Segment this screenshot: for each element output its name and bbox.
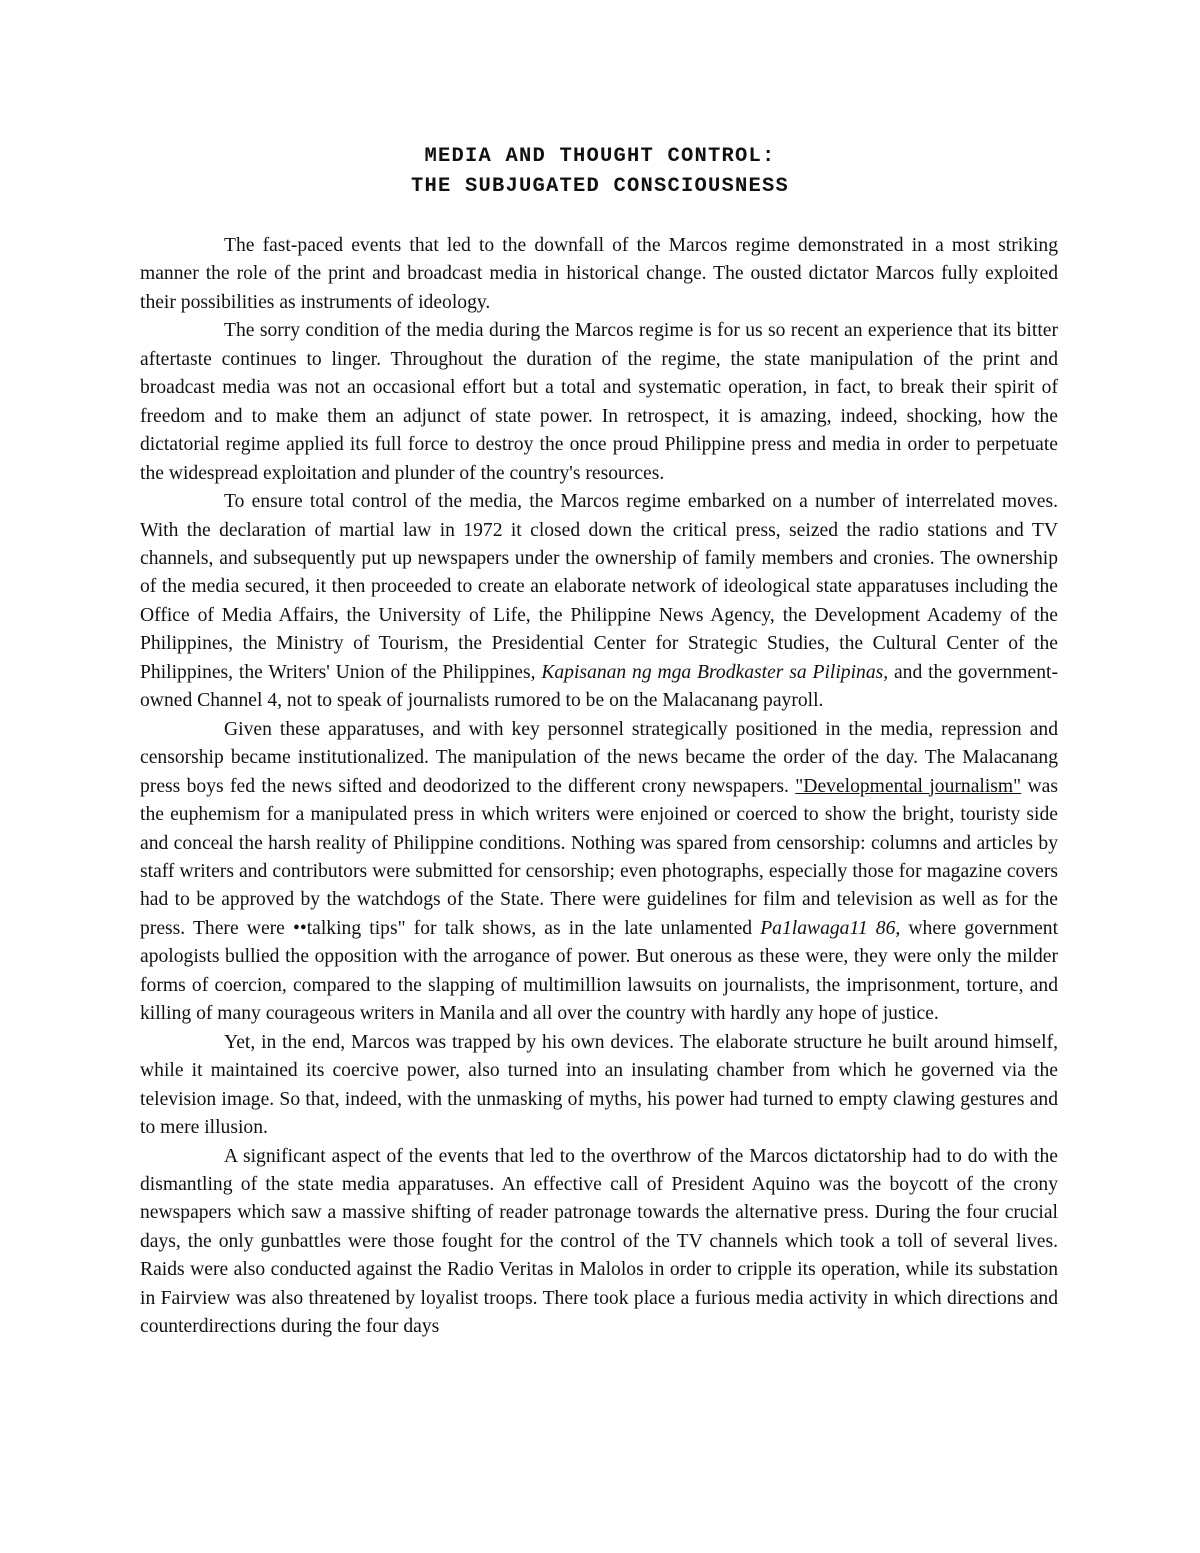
paragraph-3-text-start: To ensure total control of the media, the Marcos regime embarked on a number of interrelated moves. With the declaration of martial law in 1972 it closed down the critical press, seized the radio stations and TV channels, and subsequently put up newspapers under the ownership of family members and cronies. The ownership of the media secured, it then proceeded to create an elaborate network of ideological state apparatuses including the Office of Media Affairs, the University of Life, the Philippine News Agency, the Development Academy of the Philippines, the Ministry of Tourism, the Presidential Center for Strategic Studies, the Cultural Center of the Philippines, the Writers' Union of the Philippines, [140, 491, 1058, 683]
paragraph-4 [140, 716, 1058, 1029]
paragraph-5: Yet, in the end, Marcos was trapped by his own devices. The elaborate structure he built around himself, while it maintained its coercive power, also turned into an insulating chamber from which he governed via the television image. So that, indeed, with the unmasking of myths, his power had turned to empty clawing gestures and to mere illusion. [140, 1031, 1058, 1139]
paragraph-3-italic-name: Kapisanan ng mga Brodkaster sa Pilipinas, [541, 661, 889, 683]
paragraph-4-text-start: Given these apparatuses, and with key personnel strategically positioned in the media, repression and censorship became institutionalized. The manipulation of the news became the order of the day. The Malacanang press boys fed the news sifted and deodorized to the different crony newspapers. [140, 718, 1058, 797]
paragraph-1: The fast-paced events that led to the downfall of the Marcos regime demonstrated in a most striking manner the role of the print and broadcast media in historical change. The ousted dictator Marcos fully exploited their possibilities as instruments of ideology. [140, 235, 1058, 313]
document-body [140, 232, 1058, 1342]
paragraph-4-text-end: where government apologists bullied the opposition with the arrogance of power. But onerous as these were, they were only the milder forms of coercion, compared to the slapping of multimillion lawsuits on journalists, the imprisonment, torture, and killing of many courageous writers in Manila and all over the country with hardly any hope of justice. [140, 917, 1059, 1025]
document-title-line-1: MEDIA AND THOUGHT CONTROL: [424, 145, 776, 168]
paragraph-4-text-middle: was the euphemism for a manipulated press in which writers were enjoined or coerced to show the bright, touristy side and conceal the harsh reality of Philippine conditions. Nothing was spared from censorship: columns and articles by staff writers and contributors were submitted for censorship; even photographs, especially those for magazine covers had to be approved by the watchdogs of the State. There were guidelines for film and television as well as for the press. There were ••talking tips" for talk shows, as in the late unlamented [140, 775, 1059, 939]
paragraph-3-text-end: and the government-owned Channel 4, not to speak of journalists rumored to be on the Malacanang payroll. [140, 661, 1058, 712]
paragraph-3 [140, 488, 1058, 716]
paragraph-4-underlined-term: "Developmental journalism" [795, 775, 1022, 797]
document-title-line-2: THE SUBJUGATED CONSCIOUSNESS [410, 175, 790, 198]
paragraph-6: A significant aspect of the events that led to the overthrow of the Marcos dictatorship had to do with the dismantling of the state media apparatuses. An effective call of President Aquino was the boycott of the crony newspapers which saw a massive shifting of reader patronage towards the alternative press. During the four crucial days, the only gunbattles were those fought for the control of the TV channels which took a toll of several lives. Raids were also conducted against the Radio Veritas in Malolos in order to cripple its operation, while its substation in Fairview was also threatened by loyalist troops. There took place a furious media activity in which directions and counterdirections during the four days [140, 1145, 1058, 1338]
paragraph-2: The sorry condition of the media during the Marcos regime is for us so recent an experience that its bitter aftertaste continues to linger. Throughout the duration of the regime, the state manipulation of the print and broadcast media was not an occasional effort but a total and systematic operation, in fact, to break their spirit of freedom and to make them an adjunct of state power. In retrospect, it is amazing, indeed, shocking, how the dictatorial regime applied its full force to destroy the once proud Philippine press and media in order to perpetuate the widespread exploitation and plunder of the country's resources. [140, 320, 1058, 484]
paragraph-4-italic-show: Pa1lawaga11 86, [760, 917, 901, 939]
